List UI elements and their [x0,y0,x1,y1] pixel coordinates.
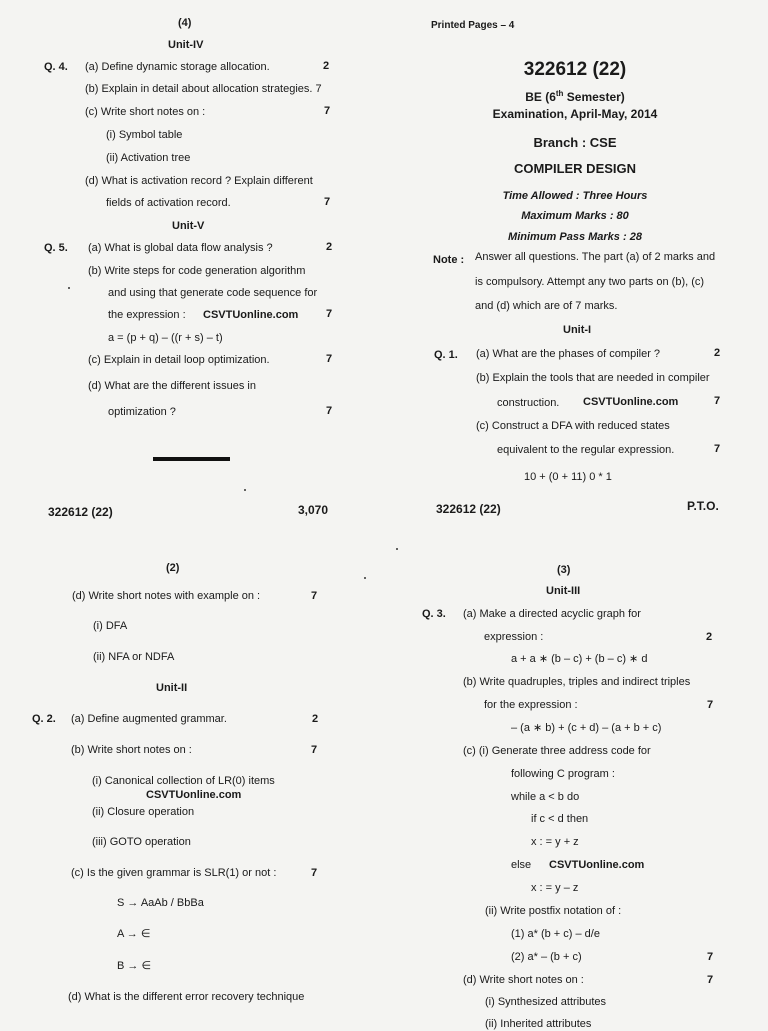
min-pass-marks: Minimum Pass Marks : 28 [508,231,642,243]
code-line: x : = y + z [531,836,579,848]
sub-item: (i) DFA [93,620,128,632]
scan-speck [396,548,398,550]
note-text: and (d) which are of 7 marks. [475,300,618,312]
grammar-rule: S → AaAb / BbBa [117,897,204,909]
question-part: (c) Construct a DFA with reduced states [476,420,670,432]
marks: 7 [714,443,721,455]
branch: Branch : CSE [533,135,617,150]
marks: 7 [326,308,333,320]
copies-count: 3,070 [298,503,329,517]
code-line: else [511,859,532,871]
scan-speck [68,287,70,289]
scan-speck [364,577,366,579]
end-rule [153,457,230,461]
paper-code: 322612 (22) [436,502,501,516]
postfix-item: (1) a* (b + c) – d/e [511,928,600,940]
sub-item: (ii) Activation tree [106,152,191,164]
watermark-site: CSVTUonline.com [583,396,679,408]
sub-item: (i) Synthesized attributes [485,996,607,1008]
sub-item: (i) Symbol table [106,129,183,141]
unit-heading: Unit-I [563,324,592,336]
question-part: (c) (i) Generate three address code for [463,745,651,757]
question-part: (b) Write steps for code generation algorithm [88,265,306,277]
marks: 7 [326,405,333,417]
question-part: (c) Is the given grammar is SLR(1) or not : [71,867,277,879]
course-name: BE (6 [525,90,556,104]
marks: 7 [326,353,333,365]
expression: 10 + (0 + 11) 0 * 1 [524,471,612,483]
question-part: (d) What is activation record ? Explain different [85,175,313,187]
code-line: while a < b do [511,791,580,803]
question-number: Q. 4. [44,61,68,73]
unit-heading: Unit-V [172,220,205,232]
question-part: (b) Write short notes on : [71,744,192,756]
semester-label: Semester) [563,90,625,104]
exam-session: Examination, April-May, 2014 [492,107,658,121]
marks: 7 [324,196,331,208]
paper-code: 322612 (22) [48,505,113,519]
question-part-cont: equivalent to the regular expression. [497,444,675,456]
marks: 7 [324,105,331,117]
question-part: (d) What are the different issues in [88,380,256,392]
max-marks: Maximum Marks : 80 [521,210,629,222]
marks: 2 [323,60,330,72]
question-part-cont: expression : [484,631,544,643]
question-number: Q. 1. [434,349,458,361]
unit-heading: Unit-IV [168,39,204,51]
question-part-cont: the expression : [108,309,186,321]
sub-item: (iii) GOTO operation [92,836,191,848]
page-number: (3) [557,564,571,576]
pto: P.T.O. [687,499,719,513]
watermark-site: CSVTUonline.com [203,309,299,321]
note-text: is compulsory. Attempt any two parts on (b), (c) [475,276,705,288]
marks: 7 [707,699,714,711]
marks: 2 [714,347,721,359]
marks: 2 [312,713,319,725]
question-part: (b) Explain in detail about allocation strategies. 7 [85,83,322,95]
page-number: (2) [166,562,180,574]
paper-code-title: 322612 (22) [523,59,627,80]
sub-item: (ii) Inherited attributes [485,1018,592,1030]
unit-heading: Unit-III [546,585,581,597]
question-part: (d) What is the different error recovery technique [68,991,305,1003]
watermark-site: CSVTUonline.com [146,789,242,801]
marks: 7 [311,744,318,756]
marks: 7 [714,395,721,407]
note-label: Note : [433,254,465,266]
scan-speck [244,489,246,491]
sub-item: (ii) Closure operation [92,806,195,818]
question-part: (b) Explain the tools that are needed in compiler [476,372,710,384]
question-number: Q. 3. [422,608,446,620]
printed-pages: Printed Pages – 4 [431,20,515,31]
sub-item: (ii) Write postfix notation of : [485,905,622,917]
question-part: (a) Make a directed acyclic graph for [463,608,641,620]
question-number: Q. 5. [44,242,68,254]
marks: 7 [311,867,318,879]
postfix-item: (2) a* – (b + c) [511,951,582,963]
question-part: (a) What is global data flow analysis ? [88,242,273,254]
question-part: (c) Write short notes on : [85,106,206,118]
marks: 2 [706,631,713,643]
question-part: (b) Write quadruples, triples and indirect triples [463,676,691,688]
expression: – (a ∗ b) + (c + d) – (a + b + c) [511,722,662,734]
question-part-cont: following C program : [511,768,615,780]
question-part-cont: for the expression : [484,699,578,711]
marks: 7 [707,974,714,986]
question-part-cont: fields of activation record. [106,197,231,209]
subject-title: COMPILER DESIGN [513,161,637,176]
question-part: (a) Define dynamic storage allocation. [85,61,270,73]
sub-item: (i) Canonical collection of LR(0) items [92,775,275,787]
question-part-cont: and using that generate code sequence for [108,287,318,299]
question-number: Q. 2. [32,713,56,725]
watermark-site: CSVTUonline.com [549,859,645,871]
question-part: (a) What are the phases of compiler ? [476,348,661,360]
question-part: (d) Write short notes on : [463,974,584,986]
code-line: if c < d then [531,813,589,825]
question-part-cont: optimization ? [108,406,176,418]
course-semester [420,87,730,104]
question-part: (c) Explain in detail loop optimization. [88,354,270,366]
question-part-cont: construction. [497,397,560,409]
time-allowed: Time Allowed : Three Hours [502,190,648,202]
expression: a + a ∗ (b – c) + (b – c) ∗ d [511,653,648,665]
expression: a = (p + q) – ((r + s) – t) [108,332,223,344]
code-line: x : = y – z [531,882,579,894]
semester-suffix: th [555,89,564,98]
question-part: (d) Write short notes with example on : [72,590,261,602]
marks: 7 [311,590,318,602]
marks: 2 [326,241,333,253]
page-number: (4) [178,17,192,29]
grammar-rule: A → ∈ [117,928,151,940]
marks: 7 [707,951,714,963]
grammar-rule: B → ∈ [117,960,152,972]
unit-heading: Unit-II [156,682,188,694]
question-part: (a) Define augmented grammar. [71,713,227,725]
note-text: Answer all questions. The part (a) of 2 marks and [475,251,716,263]
sub-item: (ii) NFA or NDFA [93,651,175,663]
